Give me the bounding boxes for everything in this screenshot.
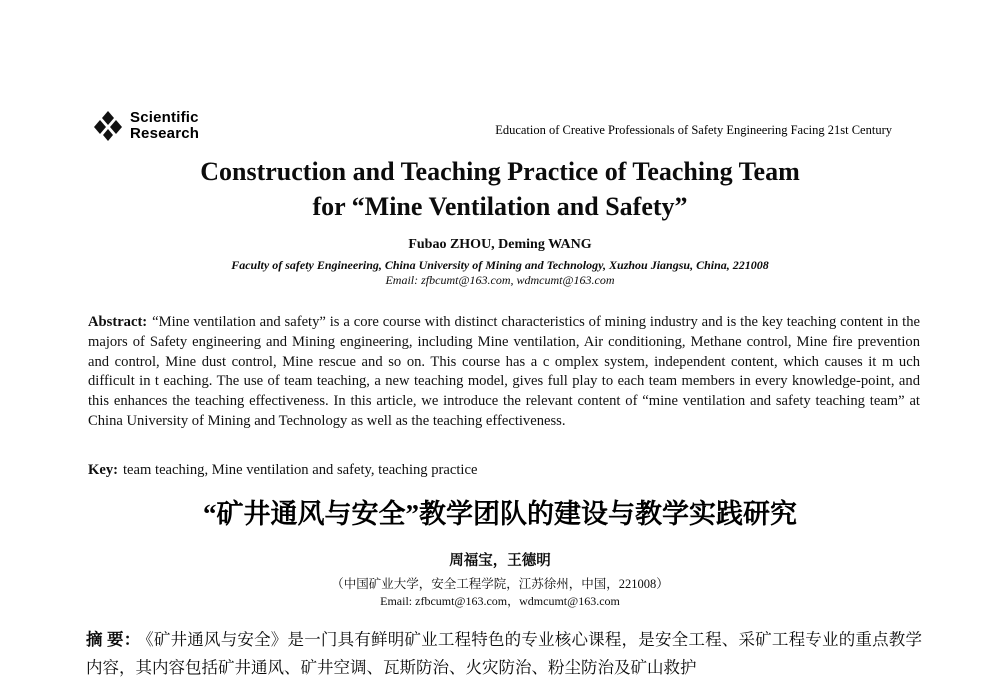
publisher-logo — [92, 110, 199, 142]
authors-en: Fubao ZHOU, Deming WANG — [408, 237, 592, 252]
paper-title-en — [0, 154, 1000, 224]
abstract-zh-text: 《矿井通风与安全》是一门具有鲜明矿业工程特色的专业核心课程，是安全工程、采矿工程专业的重点教学内容，其内容包括矿井通风、矿井空调、瓦斯防治、火灾防治、粉尘防治及矿山救护 — [86, 630, 923, 677]
publisher-logo-line2: Research — [130, 125, 200, 142]
keywords-en-label: Key: — [88, 462, 118, 478]
abstract-zh — [86, 626, 922, 681]
publisher-logo-text — [130, 110, 199, 142]
abstract-zh-label: 摘 要： — [86, 630, 141, 649]
keywords-en — [88, 462, 920, 479]
paper-title-en-line1: Construction and Teaching Practice of Teaching Team — [200, 157, 800, 186]
paper-title-zh: “矿井通风与安全”教学团队的建设与教学实践研究 — [203, 499, 797, 529]
publisher-logo-line1: Scientific — [130, 109, 199, 126]
keywords-en-text: team teaching, Mine ventilation and safety, teaching practice — [123, 462, 478, 478]
email-en: Email: zfbcumt@163.com, wdmcumt@163.com — [385, 273, 615, 287]
abstract-en-label: Abstract: — [88, 314, 148, 330]
email-zh: Email: zfbcumt@163.com，wdmcumt@163.com — [380, 594, 620, 608]
affiliation-en: Faculty of safety Engineering, China University of Mining and Technology, Xuzhou Jiangsu, China, 221008 — [231, 258, 769, 272]
abstract-en — [88, 313, 920, 432]
running-header: Education of Creative Professionals of Safety Engineering Facing 21st Century — [495, 123, 892, 137]
abstract-en-text: “Mine ventilation and safety” is a core course with distinct characteristics of mining industry and is the key teaching content in the majors of Safety engineering and Mining engineering, including Mine ventilation, Air conditioning, Methane control, Mine fire prevention and control, Mine dust control, Mine rescue and so on. This course has a c omplex system, independent content, which causes it m uch difficult in t eaching. The use of team teaching, a new teaching model, gives full play to each team members in every knowledge-point, and this enhances the teaching effectiveness. In this article, we introduce the relevant content of “mine ventilation and safety teaching team” at China University of Mining and Technology as well as the teaching effectiveness. — [88, 314, 920, 429]
affiliation-zh: （中国矿业大学，安全工程学院，江苏徐州，中国，221008） — [331, 577, 669, 591]
scientific-research-diamonds-icon — [92, 110, 124, 142]
authors-zh: 周福宝，王德明 — [449, 553, 551, 569]
paper-title-en-line2: for “Mine Ventilation and Safety” — [312, 192, 688, 221]
